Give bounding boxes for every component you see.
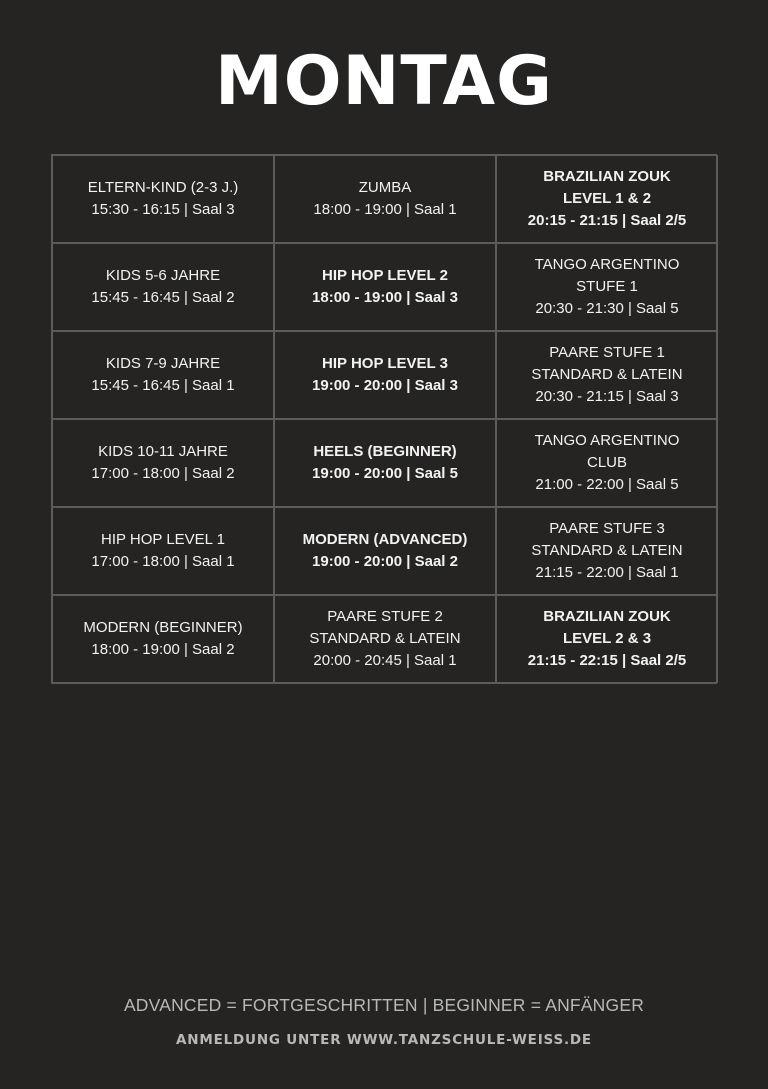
class-time: 19:00 - 20:00 | Saal 2 <box>312 553 458 570</box>
class-cell <box>52 595 274 683</box>
class-time: 19:00 - 20:00 | Saal 3 <box>312 377 458 394</box>
class-name: PAARE STUFE 3 <box>549 520 665 537</box>
class-cell <box>52 331 274 419</box>
legend-text: ADVANCED = FORTGESCHRITTEN | BEGINNER = ANFÄNGER <box>123 995 645 1015</box>
class-name: LEVEL 1 & 2 <box>562 190 652 207</box>
class-time: 20:30 - 21:15 | Saal 3 <box>535 388 679 405</box>
class-cell <box>274 595 496 683</box>
class-time: 21:15 - 22:00 | Saal 1 <box>535 564 679 581</box>
class-name: KIDS 10-11 JAHRE <box>98 443 228 460</box>
class-cell <box>274 155 496 243</box>
class-cell <box>274 507 496 595</box>
class-time: 17:00 - 18:00 | Saal 2 <box>91 465 235 482</box>
class-name: STUFE 1 <box>576 278 638 295</box>
class-name: HIP HOP LEVEL 3 <box>322 355 448 372</box>
class-cell <box>274 243 496 331</box>
class-name: BRAZILIAN ZOUK <box>543 608 671 625</box>
class-name: KIDS 7-9 JAHRE <box>105 355 221 372</box>
class-time: 15:45 - 16:45 | Saal 2 <box>91 289 235 306</box>
class-time: 18:00 - 19:00 | Saal 1 <box>313 201 457 218</box>
class-time: 21:00 - 22:00 | Saal 5 <box>535 476 679 493</box>
class-name: STANDARD & LATEIN <box>531 366 683 383</box>
class-time: 15:45 - 16:45 | Saal 1 <box>91 377 235 394</box>
class-name: STANDARD & LATEIN <box>309 630 461 647</box>
class-time: 21:15 - 22:15 | Saal 2/5 <box>527 652 687 669</box>
class-name: LEVEL 2 & 3 <box>562 630 652 647</box>
class-cell <box>52 507 274 595</box>
class-cell <box>52 419 274 507</box>
class-name: KIDS 5-6 JAHRE <box>105 267 221 284</box>
class-cell <box>496 155 718 243</box>
class-name: BRAZILIAN ZOUK <box>543 168 671 185</box>
class-cell <box>496 331 718 419</box>
class-time: 15:30 - 16:15 | Saal 3 <box>91 201 235 218</box>
class-name: PAARE STUFE 2 <box>327 608 443 625</box>
class-name: MODERN (BEGINNER) <box>83 619 243 636</box>
class-name: STANDARD & LATEIN <box>531 542 683 559</box>
class-cell <box>496 595 718 683</box>
class-cell <box>274 419 496 507</box>
class-time: 18:00 - 19:00 | Saal 2 <box>91 641 235 658</box>
class-time: 17:00 - 18:00 | Saal 1 <box>91 553 235 570</box>
page-title: MONTAG <box>215 42 553 121</box>
class-name: HIP HOP LEVEL 1 <box>101 531 225 548</box>
class-cell <box>52 243 274 331</box>
class-cell <box>52 155 274 243</box>
class-name: HIP HOP LEVEL 2 <box>322 267 448 284</box>
class-name: TANGO ARGENTINO <box>534 432 680 449</box>
class-name: ZUMBA <box>358 179 412 196</box>
class-cell <box>496 243 718 331</box>
class-cell <box>496 419 718 507</box>
class-name: MODERN (ADVANCED) <box>302 531 468 548</box>
class-name: TANGO ARGENTINO <box>534 256 680 273</box>
class-time: 19:00 - 20:00 | Saal 5 <box>312 465 458 482</box>
class-name: ELTERN-KIND (2-3 J.) <box>87 179 239 196</box>
class-cell <box>274 331 496 419</box>
class-time: 20:30 - 21:30 | Saal 5 <box>535 300 679 317</box>
class-time: 20:00 - 20:45 | Saal 1 <box>313 652 457 669</box>
class-cell <box>496 507 718 595</box>
registration-text: ANMELDUNG UNTER WWW.TANZSCHULE-WEISS.DE <box>176 1032 592 1048</box>
schedule-table <box>51 154 717 684</box>
class-name: CLUB <box>586 454 627 471</box>
class-time: 20:15 - 21:15 | Saal 2/5 <box>527 212 687 229</box>
class-time: 18:00 - 19:00 | Saal 3 <box>312 289 458 306</box>
class-name: HEELS (BEGINNER) <box>313 443 457 460</box>
class-name: PAARE STUFE 1 <box>549 344 665 361</box>
